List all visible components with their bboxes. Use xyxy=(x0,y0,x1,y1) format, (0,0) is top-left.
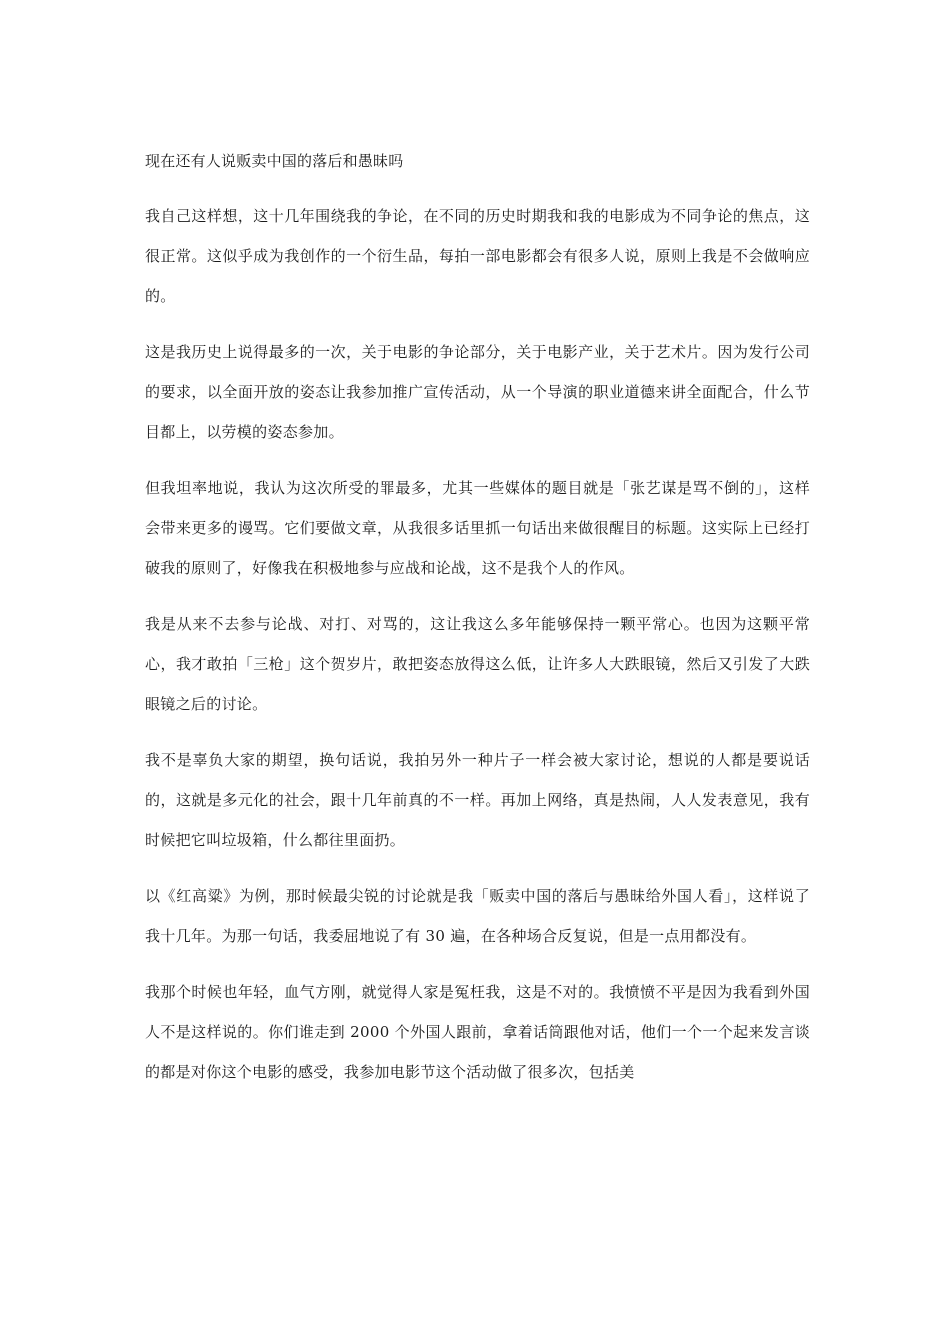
document-body xyxy=(145,148,810,1108)
paragraph-7: 我那个时候也年轻，血气方刚，就觉得人家是冤枉我，这是不对的。我愤愤不平是因为我看到外国人不是这样说的。你们谁走到 2000 个外国人跟前，拿着话筒跟他对话，他们一个一个起来发言谈的都是对你这个电影的感受，我参加电影节这个活动做了很多次，包括美 xyxy=(145,983,810,1081)
paragraph-2: 这是我历史上说得最多的一次，关于电影的争论部分，关于电影产业，关于艺术片。因为发行公司的要求，以全面开放的姿态让我参加推广宣传活动，从一个导演的职业道德来讲全面配合，什么节目都上，以劳模的姿态参加。 xyxy=(145,343,810,441)
paragraph-5: 我不是辜负大家的期望，换句话说，我拍另外一种片子一样会被大家讨论，想说的人都是要说话的，这就是多元化的社会，跟十几年前真的不一样。再加上网络，真是热闹，人人发表意见，我有时候把它叫垃圾箱，什么都往里面扔。 xyxy=(145,751,810,849)
paragraph-1: 我自己这样想，这十几年围绕我的争论，在不同的历史时期我和我的电影成为不同争论的焦点，这很正常。这似乎成为我创作的一个衍生品，每拍一部电影都会有很多人说，原则上我是不会做响应的。 xyxy=(145,207,810,305)
document-title: 现在还有人说贩卖中国的落后和愚昧吗 xyxy=(145,152,404,170)
paragraph-4: 我是从来不去参与论战、对打、对骂的，这让我这么多年能够保持一颗平常心。也因为这颗平常心，我才敢拍「三枪」这个贺岁片，敢把姿态放得这么低，让许多人大跌眼镜，然后又引发了大跌眼镜之后的讨论。 xyxy=(145,615,810,713)
paragraph-3: 但我坦率地说，我认为这次所受的罪最多，尤其一些媒体的题目就是「张艺谋是骂不倒的」，这样会带来更多的谩骂。它们要做文章，从我很多话里抓一句话出来做很醒目的标题。这实际上已经打破我的原则了，好像我在积极地参与应战和论战，这不是我个人的作风。 xyxy=(145,479,810,577)
paragraph-6: 以《红高粱》为例，那时候最尖锐的讨论就是我「贩卖中国的落后与愚昧给外国人看」，这样说了我十几年。为那一句话，我委屈地说了有 30 遍，在各种场合反复说，但是一点用都没有。 xyxy=(145,887,810,945)
